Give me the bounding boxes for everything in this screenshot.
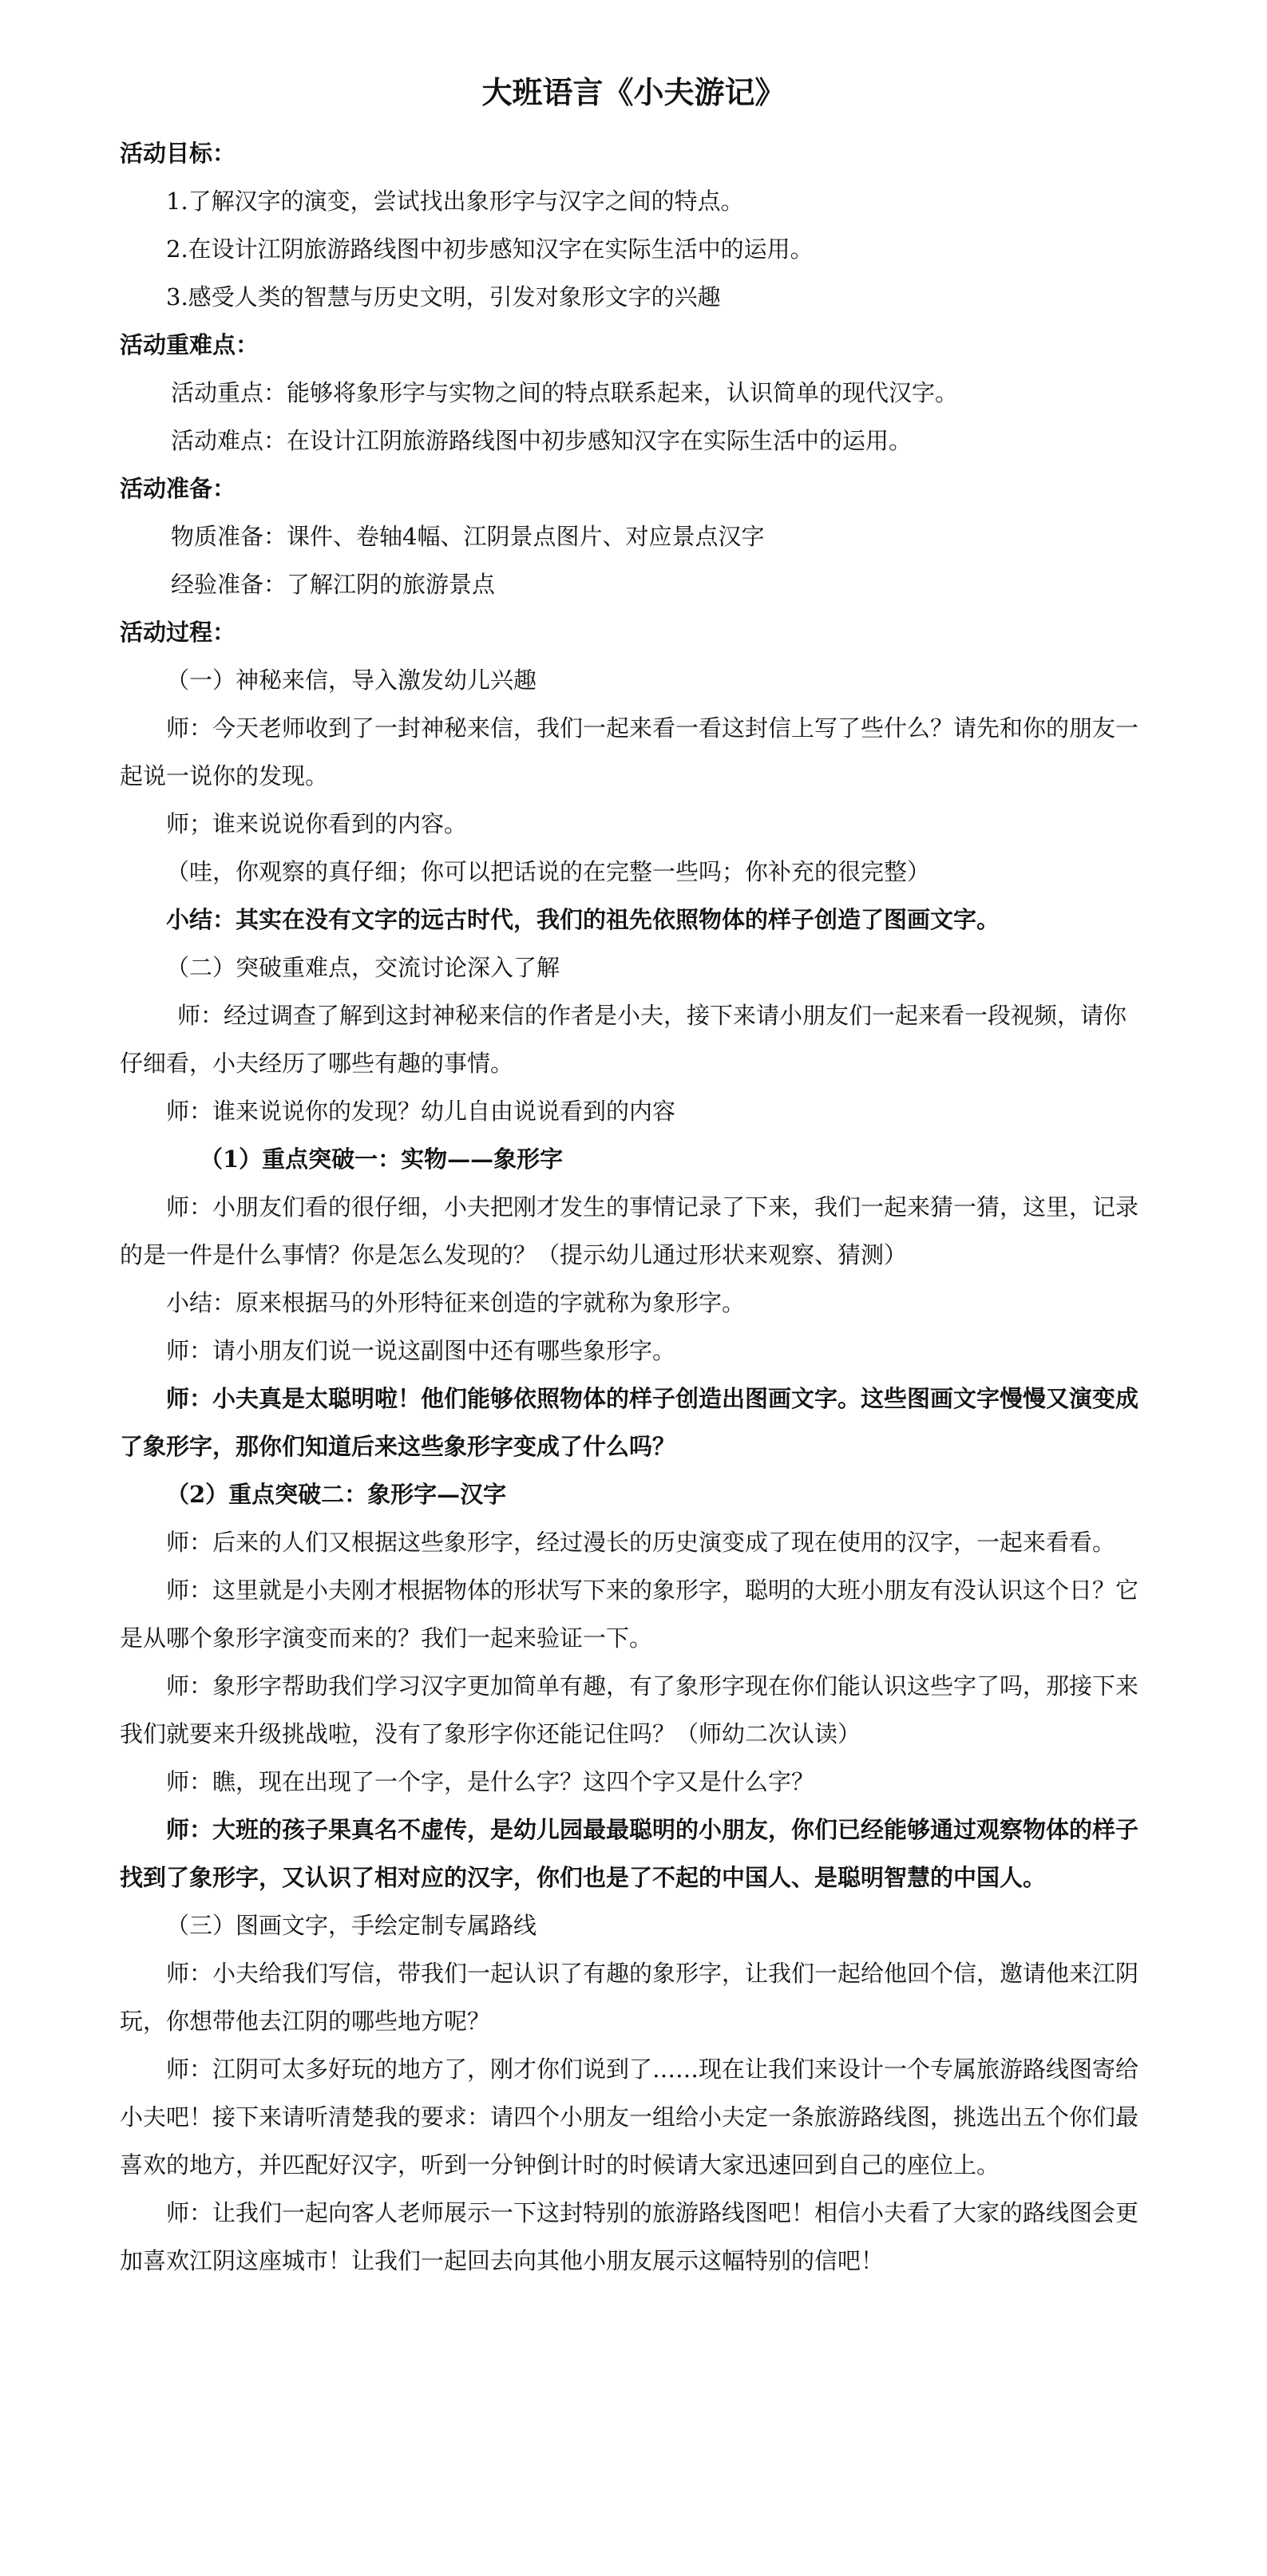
paragraph: 师：小夫给我们写信，带我们一起认识了有趣的象形字，让我们一起给他回个信，邀请他来江阴玩，你想带他去江阴的哪些地方呢？: [120, 1960, 1139, 2035]
paragraph: 师：经过调查了解到这封神秘来信的作者是小夫，接下来请小朋友们一起来看一段视频，请你仔细看，小夫经历了哪些有趣的事情。: [120, 1002, 1127, 1077]
summary-paragraph: 小结：其实在没有文字的远古时代，我们的祖先依照物体的样子创造了图画文字。: [166, 906, 1000, 933]
key-points-heading: 活动重难点：: [120, 331, 259, 358]
paragraph: （哇，你观察的真仔细；你可以把话说的在完整一些吗；你补充的很完整）: [166, 858, 931, 885]
goal-item: 1.了解汉字的演变，尝试找出象形字与汉字之间的特点。: [166, 188, 744, 215]
paragraph: 师：瞧，现在出现了一个字，是什么字？这四个字又是什么字？: [166, 1768, 815, 1795]
section-3-title: （三）图画文字，手绘定制专属路线: [166, 1912, 537, 1939]
process-heading: 活动过程：: [120, 619, 236, 646]
key-focus: 活动重点：能够将象形字与实物之间的特点联系起来，认识简单的现代汉字。: [171, 379, 959, 406]
paragraph: 师：今天老师收到了一封神秘来信，我们一起来看一看这封信上写了些什么？请先和你的朋友一起说一说你的发现。: [120, 714, 1139, 789]
subsection-2-title: （2）重点突破二：象形字—汉字: [166, 1481, 507, 1508]
bold-paragraph: 师：大班的孩子果真名不虚传，是幼儿园最最聪明的小朋友，你们已经能够通过观察物体的样子找到了象形字，又认识了相对应的汉字，你们也是了不起的中国人、是聪明智慧的中国人。: [120, 1816, 1139, 1891]
paragraph: 小结：原来根据马的外形特征来创造的字就称为象形字。: [166, 1289, 746, 1316]
paragraph: 师：谁来说说你的发现？幼儿自由说说看到的内容: [166, 1098, 676, 1125]
prep-heading: 活动准备：: [120, 475, 236, 502]
prep-experience: 经验准备：了解江阴的旅游景点: [171, 571, 496, 598]
paragraph: 师：让我们一起向客人老师展示一下这封特别的旅游路线图吧！相信小夫看了大家的路线图会更加喜欢江阴这座城市！让我们一起回去向其他小朋友展示这幅特别的信吧！: [120, 2199, 1139, 2274]
document-title: 大班语言《小夫游记》: [481, 75, 786, 110]
key-difficulty: 活动难点：在设计江阴旅游路线图中初步感知汉字在实际生活中的运用。: [171, 427, 913, 454]
prep-material: 物质准备：课件、卷轴4幅、江阴景点图片、对应景点汉字: [171, 523, 765, 550]
paragraph: 师：后来的人们又根据这些象形字，经过漫长的历史演变成了现在使用的汉字，一起来看看。: [166, 1529, 1116, 1556]
goal-item: 3.感受人类的智慧与历史文明，引发对象形文字的兴趣: [166, 283, 721, 311]
paragraph: 师：这里就是小夫刚才根据物体的形状写下来的象形字，聪明的大班小朋友有没认识这个日？它是从哪个象形字演变而来的？我们一起来验证一下。: [120, 1577, 1139, 1652]
paragraph: 师：请小朋友们说一说这副图中还有哪些象形字。: [166, 1337, 676, 1364]
bold-paragraph: 师：小夫真是太聪明啦！他们能够依照物体的样子创造出图画文字。这些图画文字慢慢又演变成了象形字，那你们知道后来这些象形字变成了什么吗？: [120, 1385, 1139, 1460]
section-2-title: （二）突破重难点，交流讨论深入了解: [166, 954, 560, 981]
subsection-1-title: （1）重点突破一：实物——象形字: [200, 1146, 564, 1173]
paragraph: 师；谁来说说你看到的内容。: [166, 810, 468, 837]
goals-heading: 活动目标：: [120, 140, 236, 167]
paragraph: 师：小朋友们看的很仔细，小夫把刚才发生的事情记录了下来，我们一起来猜一猜，这里，记录的是一件是什么事情？你是怎么发现的？（提示幼儿通过形状来观察、猜测）: [120, 1193, 1139, 1268]
paragraph: 师：江阴可太多好玩的地方了，刚才你们说到了……现在让我们来设计一个专属旅游路线图寄给小夫吧！接下来请听清楚我的要求：请四个小朋友一组给小夫定一条旅游路线图，挑选出五个你们最喜欢的地方，并匹配好汉字，听到一分钟倒计时的时候请大家迅速回到自己的座位上。: [120, 2056, 1139, 2178]
section-1-title: （一）神秘来信，导入激发幼儿兴趣: [166, 667, 537, 694]
goal-item: 2.在设计江阴旅游路线图中初步感知汉字在实际生活中的运用。: [166, 235, 814, 263]
paragraph: 师：象形字帮助我们学习汉字更加简单有趣，有了象形字现在你们能认识这些字了吗，那接下来我们就要来升级挑战啦，没有了象形字你还能记住吗？（师幼二次认读）: [120, 1672, 1139, 1747]
